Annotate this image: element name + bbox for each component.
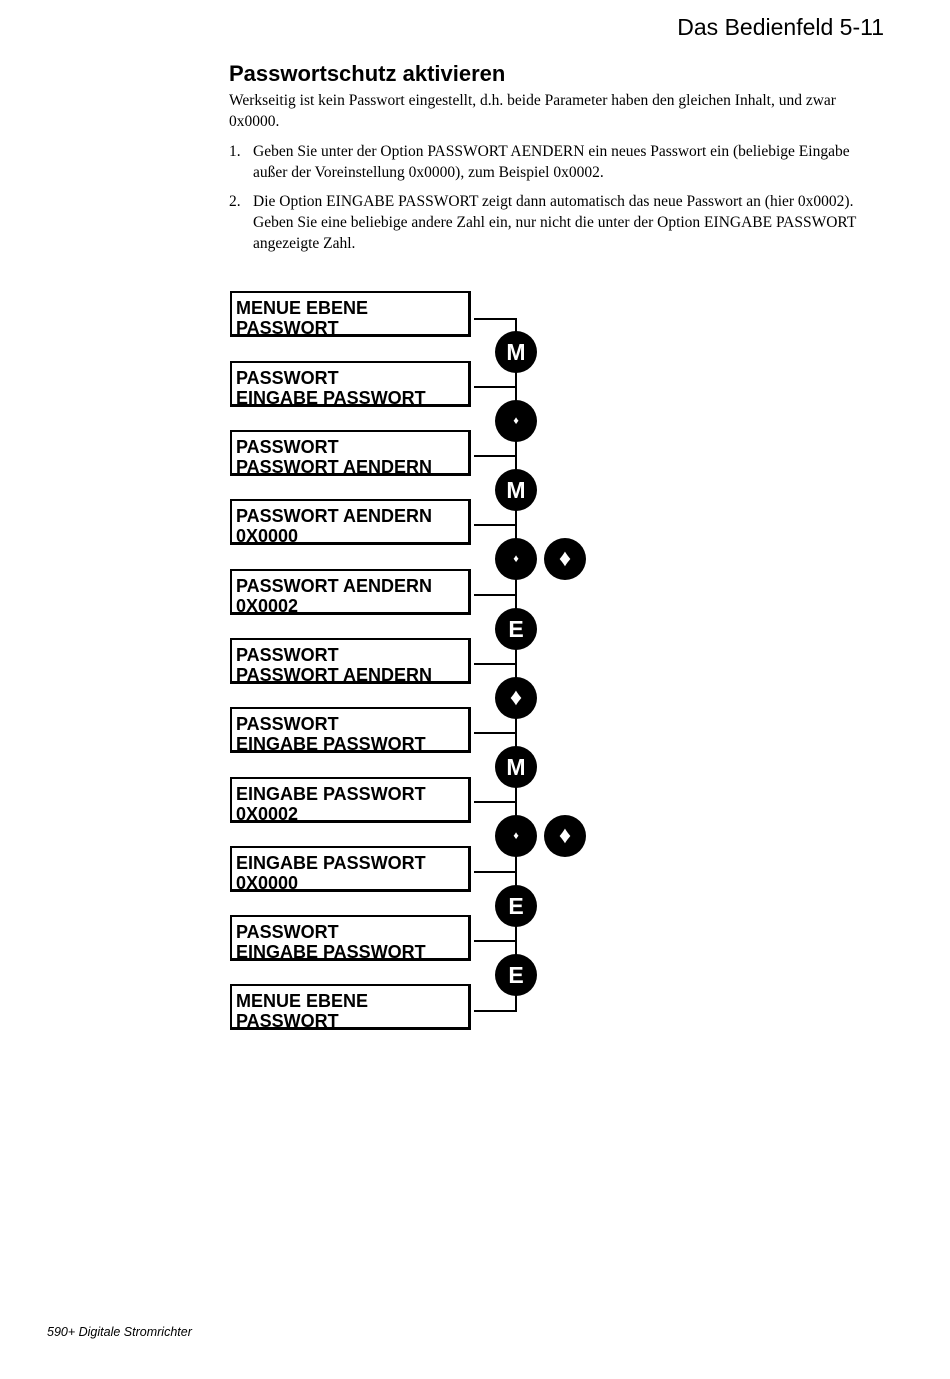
lcd-line-1: PASSWORT [236, 922, 339, 942]
intro-paragraph: Werkseitig ist kein Passwort eingestellt, d.h. beide Parameter haben den gleichen Inhalt, und zwar 0x0000. [229, 92, 836, 130]
lcd-line-1: PASSWORT AENDERN [236, 506, 433, 526]
instruction-list [229, 141, 879, 262]
lcd-line-2: 0X0002 [236, 596, 299, 616]
lcd-line-2: 0X0000 [236, 526, 299, 546]
connector-line [474, 871, 517, 873]
step-number: 2. [229, 193, 241, 210]
section-title: Passwortschutz aktivieren [229, 61, 506, 86]
step-text: Die Option EINGABE PASSWORT zeigt dann automatisch das neue Passwort an (hier 0x0002). Geben Sie eine beliebige andere Zahl ein, nur nicht die unter der Option EINGABE PASSWORT angezeigte Zahl. [253, 193, 857, 252]
connector-line [474, 801, 517, 803]
connector-line [474, 594, 517, 596]
lcd-line-1: MENUE EBENE [236, 991, 369, 1011]
lcd-line-1: PASSWORT [236, 714, 339, 734]
up-key-icon: ♦ [544, 815, 586, 857]
lcd-display [230, 499, 471, 545]
menu-key-icon: M [495, 331, 537, 373]
lcd-line-1: PASSWORT [236, 645, 339, 665]
step-text: Geben Sie unter der Option PASSWORT AENDERN ein neues Passwort ein (beliebige Eingabe außer der Voreinstellung 0x0000), zum Beispiel 0x0002. [253, 143, 850, 181]
down-key-icon: ♦ [495, 400, 537, 442]
down-key-icon: ♦ [495, 538, 537, 580]
lcd-display [230, 430, 471, 476]
lcd-display [230, 638, 471, 684]
lcd-display [230, 984, 471, 1030]
lcd-line-2: EINGABE PASSWORT [236, 734, 426, 754]
connector-line [474, 455, 517, 457]
menu-key-icon: M [495, 469, 537, 511]
lcd-display [230, 361, 471, 407]
lcd-line-2: PASSWORT [236, 1011, 339, 1031]
step-number: 1. [229, 143, 241, 160]
escape-key-icon: E [495, 608, 537, 650]
instruction-step [229, 191, 879, 254]
lcd-line-1: PASSWORT [236, 368, 339, 388]
lcd-display [230, 291, 471, 337]
lcd-display [230, 707, 471, 753]
lcd-display [230, 915, 471, 961]
lcd-line-2: PASSWORT AENDERN [236, 665, 433, 685]
escape-key-icon: E [495, 954, 537, 996]
menu-key-icon: M [495, 746, 537, 788]
down-key-icon: ♦ [495, 815, 537, 857]
lcd-line-1: MENUE EBENE [236, 298, 369, 318]
lcd-display [230, 846, 471, 892]
lcd-line-1: PASSWORT [236, 437, 339, 457]
lcd-display [230, 777, 471, 823]
escape-key-icon: E [495, 885, 537, 927]
lcd-line-2: EINGABE PASSWORT [236, 388, 426, 408]
instruction-step [229, 141, 879, 183]
connector-line [474, 386, 517, 388]
lcd-line-2: PASSWORT [236, 318, 339, 338]
connector-line [474, 1010, 517, 1012]
connector-line [474, 940, 517, 942]
up-key-icon: ♦ [544, 538, 586, 580]
connector-line [474, 524, 517, 526]
lcd-line-1: EINGABE PASSWORT [236, 853, 426, 873]
lcd-line-2: 0X0000 [236, 873, 299, 893]
up-key-icon: ♦ [495, 677, 537, 719]
lcd-line-2: PASSWORT AENDERN [236, 457, 433, 477]
lcd-display [230, 569, 471, 615]
lcd-line-1: EINGABE PASSWORT [236, 784, 426, 804]
connector-line [474, 732, 517, 734]
lcd-line-2: 0X0002 [236, 804, 299, 824]
lcd-line-2: EINGABE PASSWORT [236, 942, 426, 962]
connector-line [474, 318, 517, 320]
connector-line [474, 663, 517, 665]
page-header-title: Das Bedienfeld 5-11 [677, 14, 884, 40]
page-footer: 590+ Digitale Stromrichter [47, 1325, 192, 1339]
lcd-line-1: PASSWORT AENDERN [236, 576, 433, 596]
